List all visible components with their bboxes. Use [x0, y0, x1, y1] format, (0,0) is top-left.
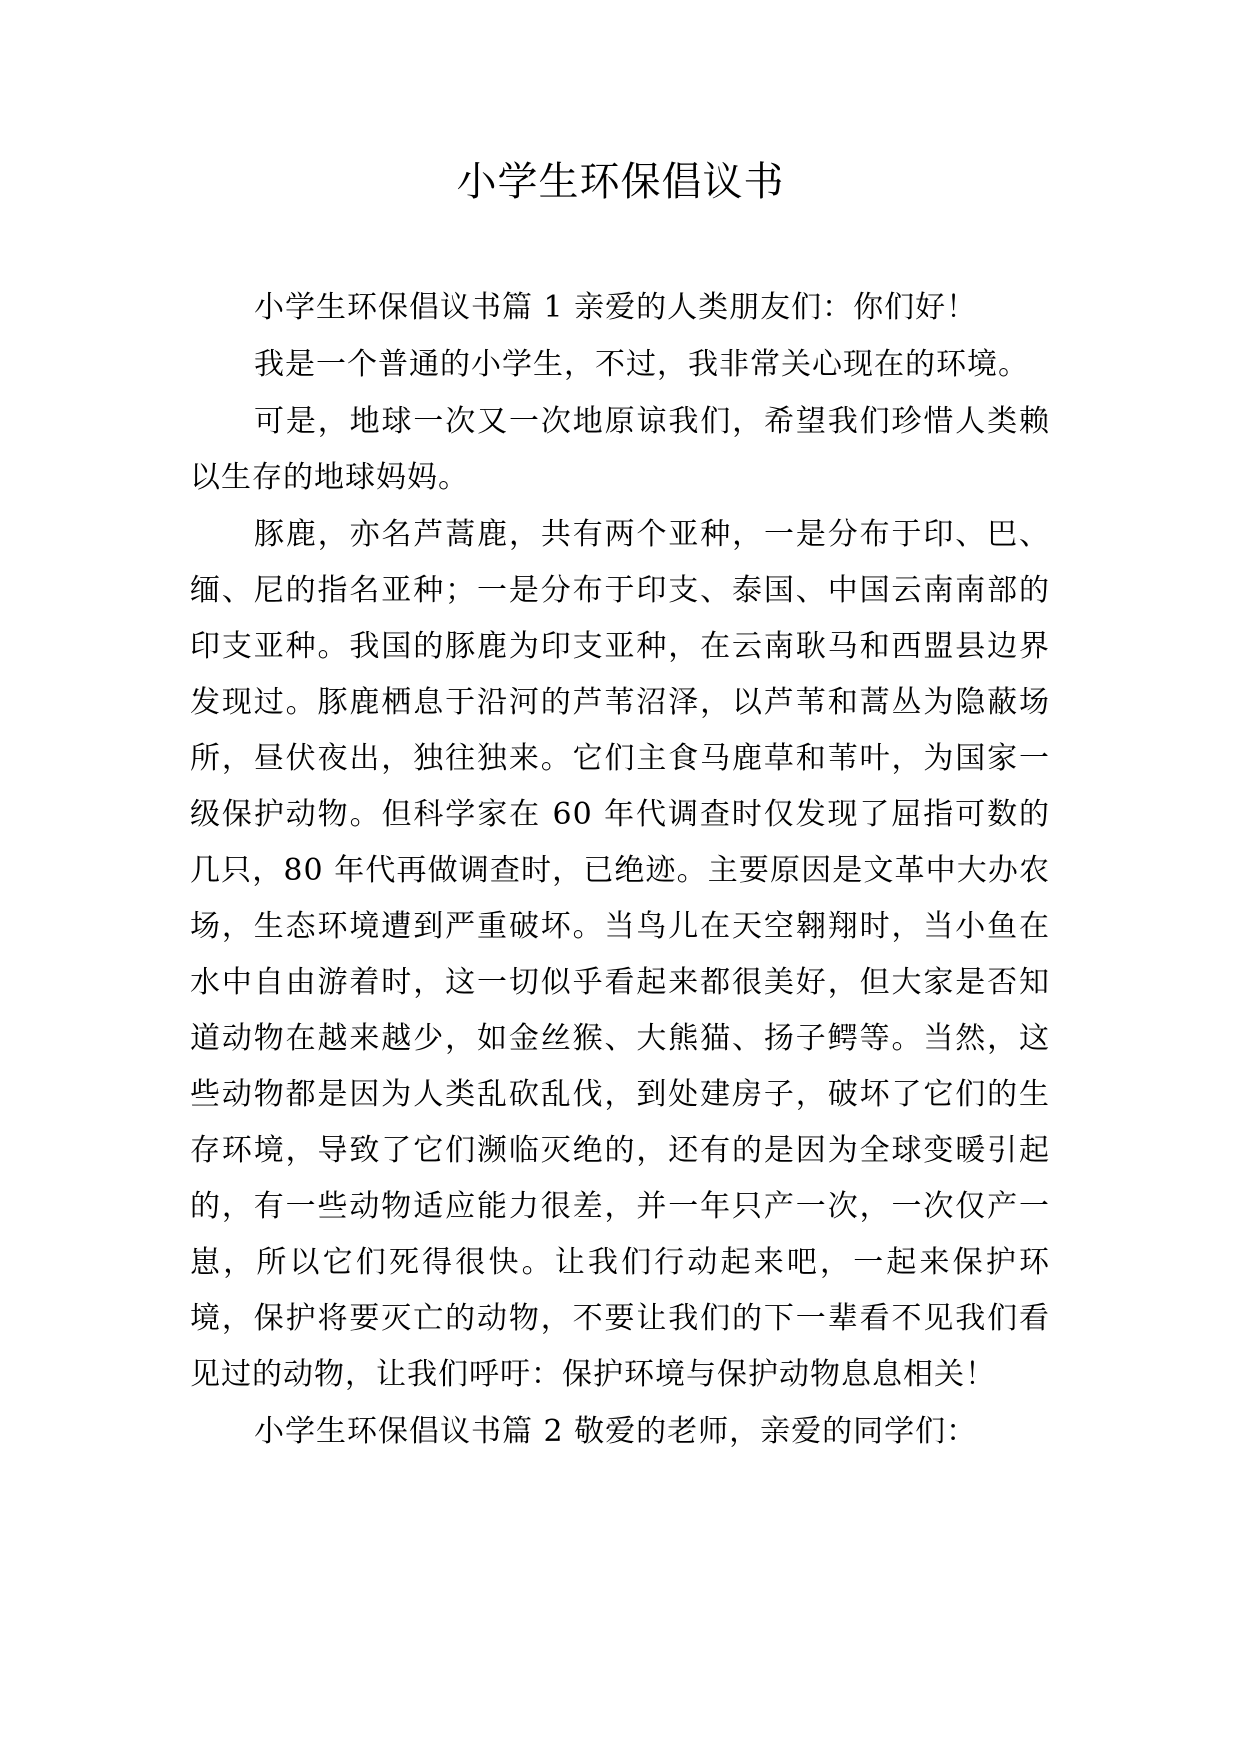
paragraph-2: 我是一个普通的小学生，不过，我非常关心现在的环境。: [254, 347, 1029, 382]
document-body: [190, 280, 1050, 1461]
paragraph-1: 小学生环保倡议书篇 1 亲爱的人类朋友们：你们好！: [254, 290, 978, 325]
paragraph-4: 豚鹿，亦名芦蒿鹿，共有两个亚种，一是分布于印、巴、缅、尼的指名亚种；一是分布于印支、泰国、中国云南南部的印支亚种。我国的豚鹿为印支亚种，在云南耿马和西盟县边界发现过。豚鹿栖息于沿河的芦苇沼泽，以芦苇和蒿丛为隐蔽场所，昼伏夜出，独往独来。它们主食马鹿草和苇叶，为国家一级保护动物。但科学家在 60 年代调查时仅发现了屈指可数的几只，80 年代再做调查时，已绝迹。主要原因是文革中大办农场，生态环境遭到严重破坏。当鸟儿在天空翱翔时，当小鱼在水中自由游着时，这一切似乎看起来都很美好，但大家是否知道动物在越来越少，如金丝猴、大熊猫、扬子鳄等。当然，这些动物都是因为人类乱砍乱伐，到处建房子，破坏了它们的生存环境，导致了它们濒临灭绝的，还有的是因为全球变暖引起的，有一些动物适应能力很差，并一年只产一次，一次仅产一崽，所以它们死得很快。让我们行动起来吧，一起来保护环境，保护将要灭亡的动物，不要让我们的下一辈看不见我们看见过的动物，让我们呼吁：保护环境与保护动物息息相关！: [190, 517, 1050, 1392]
paragraph-3: 可是，地球一次又一次地原谅我们，希望我们珍惜人类赖以生存的地球妈妈。: [190, 404, 1050, 495]
paragraph-5: 小学生环保倡议书篇 2 敬爱的老师，亲爱的同学们：: [254, 1414, 978, 1449]
document-title: 小学生环保倡议书: [456, 159, 785, 205]
